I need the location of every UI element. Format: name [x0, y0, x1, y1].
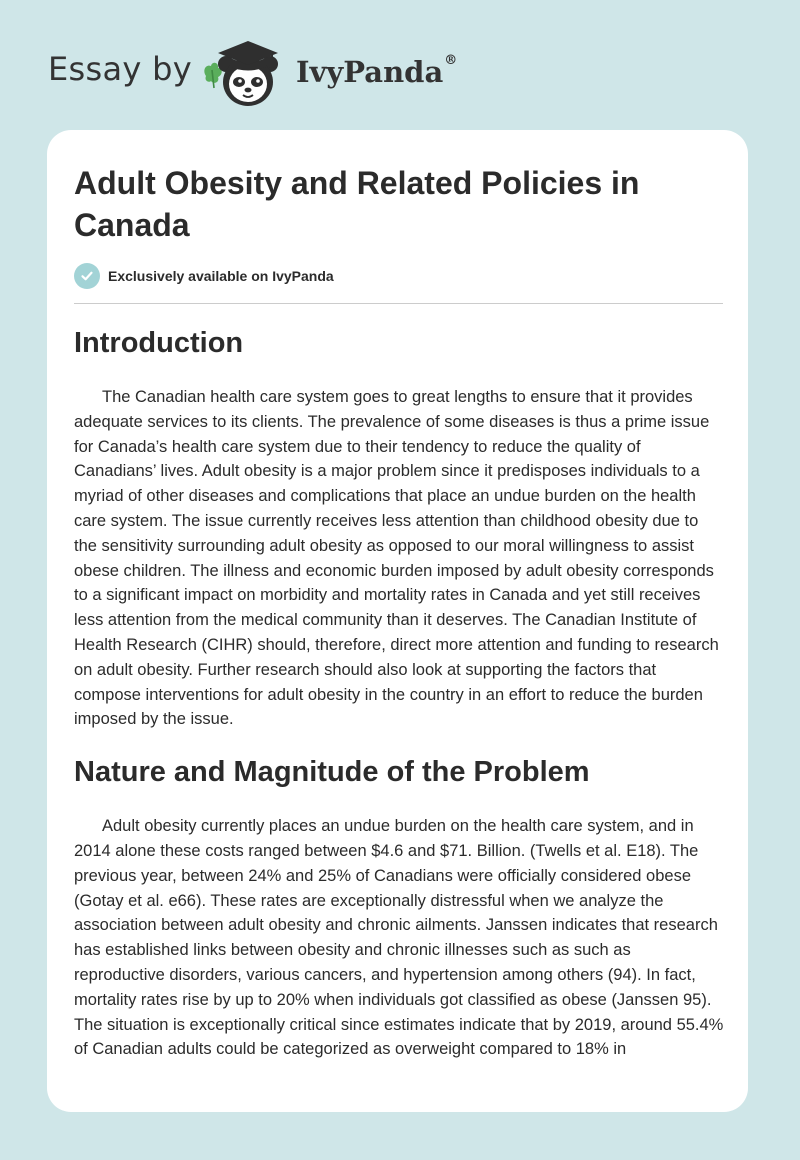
divider: [74, 303, 723, 304]
section-heading-nature-magnitude: Nature and Magnitude of the Problem: [74, 756, 590, 789]
article-title: Adult Obesity and Related Policies in Canada: [74, 165, 640, 243]
brand-text: IvyPanda: [296, 55, 444, 89]
article-body: [74, 325, 724, 1062]
exclusive-badge-label: Exclusively available on IvyPanda: [108, 268, 334, 284]
section-heading-introduction: Introduction: [74, 327, 244, 359]
article-card: [47, 130, 748, 1112]
section-paragraph-nature-magnitude: Adult obesity currently places an undue burden on the health care system, and in 2014 alone these costs ranged between $4.6 and $71. Billion. (Twells et al. E18). The previous year, between 24% and 25% of Canadians were officially considered obese (Gotay et al. e66). These rates are exceptionally distressful when we analyze the association between adult obesity and chronic ailments. Janssen indicates that research has established links between obesity and chronic illnesses such as such as reproductive disorders, various cancers, and hypertension among others (94). In fact, mortality rates rise by up to 20% when individuals got classified as obese (Janssen 95). The situation is exceptionally critical since estimates indicate that by 2019, around 55.4% of Canadian adults could be categorized as overweight compared to 18% in: [74, 817, 724, 1059]
panda-graduate-logo[interactable]: [200, 36, 296, 110]
brand-name[interactable]: [296, 55, 457, 89]
essay-by-label: Essay by: [48, 50, 192, 88]
exclusive-badge: [74, 263, 334, 289]
section-paragraph-introduction: The Canadian health care system goes to great lengths to ensure that it provides adequate services to its clients. The prevalence of some diseases is thus a prime issue for Canada’s health care system due to their tendency to reduce the quality of Canadians’ lives. Adult obesity is a major problem since it predisposes individuals to a myriad of other diseases and complications that place an undue burden on the health care system. The issue currently receives less attention than childhood obesity due to the sensitivity surrounding adult obesity as opposed to our moral willingness to assist obese children. The illness and economic burden imposed by adult obesity corresponds to a significant impact on morbidity and mortality rates in Canada and yet still receives less attention from the medical community than it deserves. The Canadian Institute of Health Research (CIHR) should, therefore, direct more attention and funding to research on adult obesity. Further research should also look at supporting the factors that compose interventions for adult obesity in the country in an effort to reduce the burden imposed by the issue.: [74, 388, 719, 729]
check-circle-icon: [74, 263, 100, 289]
site-header: [0, 0, 800, 130]
registered-mark: ®: [444, 53, 458, 68]
